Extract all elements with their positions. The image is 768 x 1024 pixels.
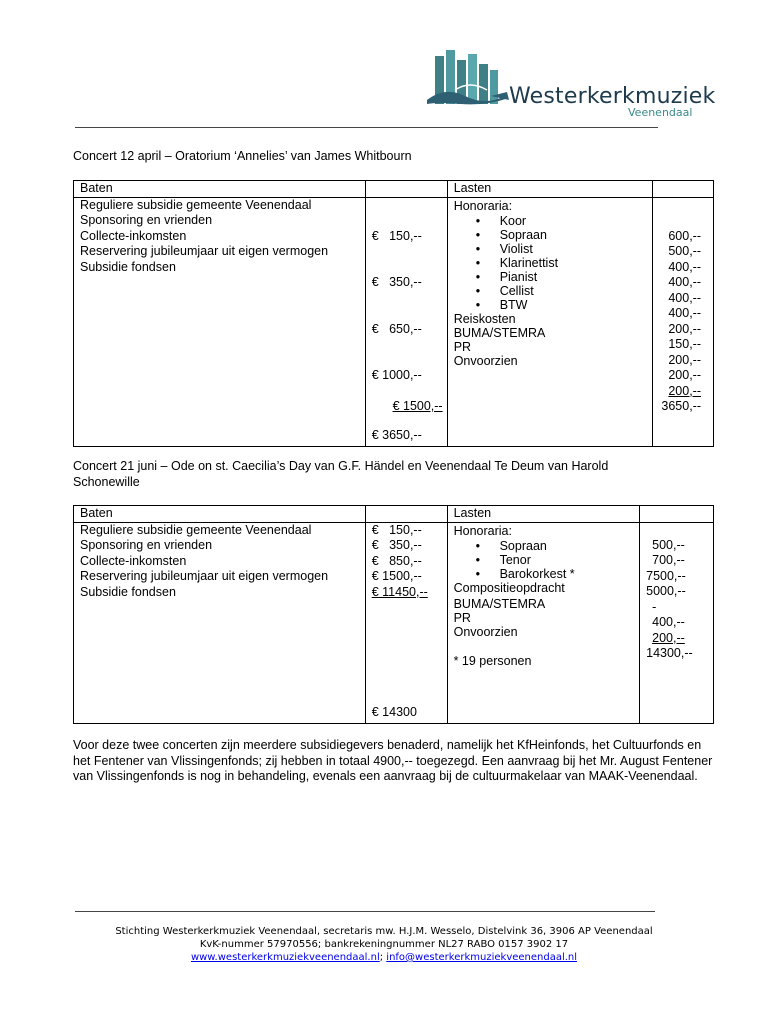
lasten-amount: 700,-- bbox=[652, 553, 685, 567]
lasten-header: Lasten bbox=[447, 506, 640, 523]
lasten-amounts bbox=[640, 522, 714, 723]
website-link[interactable]: www.westerkerkmuziekveenendaal.nl bbox=[190, 952, 380, 963]
concert2-heading-line: Schonewille bbox=[73, 474, 140, 489]
lasten-header: Lasten bbox=[447, 181, 652, 198]
lasten-bullet-item: Sopraan bbox=[499, 228, 547, 242]
lasten-bullet-item: Violist bbox=[499, 242, 533, 256]
lasten-item: PR bbox=[453, 340, 472, 354]
lasten-amount: 500,-- bbox=[652, 537, 685, 552]
baten-items bbox=[74, 197, 366, 446]
lasten-item: BUMA/STEMRA bbox=[453, 326, 546, 340]
lasten-amount: - bbox=[652, 599, 657, 614]
lasten-amount: 400,-- bbox=[668, 306, 701, 320]
lasten-heading: Honoraria: bbox=[453, 198, 513, 213]
footer-contact bbox=[0, 951, 768, 964]
baten-amount: € 850,-- bbox=[371, 553, 422, 568]
lasten-item: BUMA/STEMRA bbox=[453, 596, 546, 611]
lasten-item: Compositieopdracht bbox=[453, 581, 565, 595]
baten-amount: € 1500,-- bbox=[371, 569, 422, 583]
lasten-amount: 500,-- bbox=[668, 244, 701, 258]
footer-divider bbox=[75, 911, 655, 912]
baten-header: Baten bbox=[74, 181, 366, 198]
concert2-budget-table bbox=[73, 505, 714, 724]
baten-item: Sponsoring en vrienden bbox=[80, 213, 213, 227]
baten-amounts bbox=[365, 197, 447, 446]
lasten-items bbox=[447, 197, 652, 446]
baten-amounts bbox=[365, 522, 447, 723]
concert1-budget-table bbox=[73, 180, 714, 447]
baten-amount: € 650,-- bbox=[371, 321, 422, 336]
footer-separator: ; bbox=[379, 952, 384, 963]
lasten-total: 3650,-- bbox=[661, 399, 701, 413]
baten-item: Reservering jubileumjaar uit eigen vermogen bbox=[80, 569, 329, 583]
lasten-amount: 200,-- bbox=[668, 321, 701, 336]
lasten-amount: 600,-- bbox=[668, 228, 701, 243]
lasten-amount: 200,-- bbox=[668, 383, 701, 398]
logo-city: Veenendaal bbox=[628, 106, 693, 119]
lasten-heading: Honoraria: bbox=[453, 523, 512, 538]
baten-header: Baten bbox=[74, 506, 366, 523]
logo-wordmark: Westerkerkmuziek bbox=[509, 84, 716, 109]
lasten-bullet-item: Klarinettist bbox=[499, 256, 559, 270]
baten-amount: € 1000,-- bbox=[371, 368, 422, 382]
baten-amount: € 1500,-- bbox=[392, 399, 443, 413]
lasten-bullet-item: Cellist bbox=[499, 284, 534, 298]
baten-total: € 3650,-- bbox=[371, 428, 422, 442]
lasten-amount: 400,-- bbox=[668, 290, 701, 305]
lasten-amount: 5000,-- bbox=[646, 584, 686, 598]
lasten-amount: 200,-- bbox=[668, 352, 701, 367]
email-link[interactable]: info@westerkerkmuziekveenendaal.nl bbox=[386, 952, 578, 963]
lasten-item: Onvoorzien bbox=[453, 354, 518, 368]
lasten-bullet-item: Barokorkest * bbox=[499, 567, 575, 581]
baten-item: Sponsoring en vrienden bbox=[80, 538, 213, 552]
lasten-amounts bbox=[653, 197, 714, 446]
lasten-amount: 400,-- bbox=[668, 275, 701, 289]
baten-amount: € 350,-- bbox=[371, 275, 422, 289]
lasten-amount: 7500,-- bbox=[646, 568, 686, 583]
baten-item: Collecte-inkomsten bbox=[80, 228, 187, 243]
baten-amount: € 150,-- bbox=[371, 228, 422, 243]
lasten-items bbox=[447, 522, 640, 723]
baten-item: Reguliere subsidie gemeente Veenendaal bbox=[80, 197, 312, 212]
lasten-item: Onvoorzien bbox=[453, 624, 518, 639]
funding-paragraph: Voor deze twee concerten zijn meerdere subsidiegevers benaderd, namelijk het KfHeinfonds, het Cultuurfonds en het Fentener van Vlissingenfonds; zij hebben in totaal 4900,-- toegezegd. Een aanvraag bij het Mr. August Fentener van Vlissingenfonds is nog in behandeling, evenals een aanvraag bij de cultuurmakelaar van MAAK-Veenendaal. bbox=[73, 738, 713, 783]
lasten-bullet-item: Tenor bbox=[499, 553, 531, 567]
baten-item: Subsidie fondsen bbox=[80, 259, 176, 274]
header-divider bbox=[75, 127, 658, 128]
lasten-bullet-item: BTW bbox=[499, 298, 528, 312]
lasten-bullet-item: Sopraan bbox=[499, 539, 547, 553]
baten-item: Collecte-inkomsten bbox=[80, 553, 187, 568]
footer-address: Stichting Westerkerkmuziek Veenendaal, secretaris mw. H.J.M. Wesselo, Distelvink 36, 3906 AP Veenendaal bbox=[115, 926, 653, 937]
baten-amount: € 350,-- bbox=[371, 538, 422, 552]
baten-items bbox=[74, 522, 366, 723]
lasten-amount: 150,-- bbox=[668, 337, 701, 351]
concert1-heading: Concert 12 april – Oratorium ‘Annelies’ van James Whitbourn bbox=[73, 149, 412, 163]
lasten-amount: 400,-- bbox=[668, 259, 701, 274]
lasten-amount: 400,-- bbox=[652, 615, 685, 629]
lasten-item: PR bbox=[453, 610, 471, 625]
baten-item: Reservering jubileumjaar uit eigen vermogen bbox=[80, 244, 329, 258]
lasten-amount: 200,-- bbox=[652, 630, 685, 645]
footer bbox=[0, 925, 768, 964]
footer-registration: KvK-nummer 57970556; bankrekeningnummer NL27 RABO 0157 3902 17 bbox=[199, 939, 569, 950]
lasten-total: 14300,-- bbox=[646, 646, 693, 660]
lasten-bullet-item: Pianist bbox=[499, 270, 538, 284]
concert2-heading bbox=[73, 459, 608, 490]
concert2-heading-line: Concert 21 juni – Ode on st. Caecilia’s Day van G.F. Händel en Veenendaal Te Deum van Harold bbox=[73, 459, 609, 473]
baten-amount: € 150,-- bbox=[371, 522, 422, 537]
lasten-bullet-item: Koor bbox=[499, 214, 527, 228]
baten-amount: € 11450,-- bbox=[371, 584, 428, 599]
baten-total: € 14300 bbox=[371, 705, 417, 719]
lasten-amount: 200,-- bbox=[668, 368, 701, 382]
baten-item: Reguliere subsidie gemeente Veenendaal bbox=[80, 522, 312, 537]
lasten-item: Reiskosten bbox=[453, 312, 516, 326]
lasten-note: * 19 personen bbox=[453, 654, 532, 668]
baten-item: Subsidie fondsen bbox=[80, 584, 176, 599]
